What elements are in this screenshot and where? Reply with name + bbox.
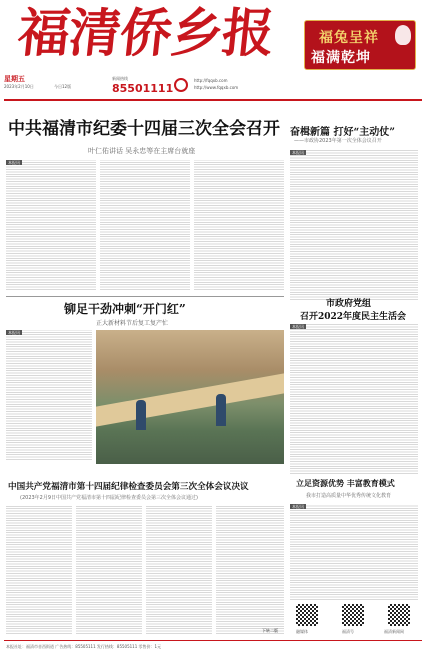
hotline-label: 新闻热线 <box>112 76 128 81</box>
sidebar-top-body <box>290 150 418 300</box>
qr-label-1: 融媒体 <box>296 629 308 634</box>
sidebar-low-subhead: 我市打造高质量中华优秀传统文化教育 <box>306 493 392 499</box>
bottom-body-col4 <box>216 506 284 634</box>
date-line: 2023年2月10日 <box>4 84 34 89</box>
sidebar-mid-headline: 市政府党组 <box>326 299 372 309</box>
feature-headline: 铆足干劲冲刺“开门红” <box>64 302 186 316</box>
lead-body-col2 <box>100 160 190 290</box>
worker-figure-2 <box>216 394 226 426</box>
feature-body <box>6 330 92 460</box>
factory-photo <box>96 330 284 464</box>
rabbit-icon <box>395 25 411 45</box>
feature-subhead: 正大新材料节后复工复产忙 <box>96 320 169 327</box>
sidebar-low-body <box>290 504 418 600</box>
sidebar-top-section: 本报讯 <box>292 150 304 155</box>
lead-section: 本报讯 <box>8 160 20 165</box>
masthead-rule <box>4 99 422 101</box>
footer-rule <box>4 640 422 641</box>
masthead-title: 福清侨乡报 <box>14 3 277 64</box>
weekday-badge: 星期五 <box>4 75 25 83</box>
sidebar-low-headline: 立足资源优势 丰富教育模式 <box>296 478 395 488</box>
banner-top-text: 福兔呈祥 <box>319 30 379 46</box>
info-strip <box>4 74 422 98</box>
masthead <box>4 4 422 80</box>
lead-subhead: 叶仁佑讲话 吴永忠等在主席台就座 <box>88 147 196 155</box>
lead-body-col1 <box>6 160 96 290</box>
qr-label-3: 福清新闻网 <box>384 629 404 634</box>
qr-label-2: 福清号 <box>342 629 354 634</box>
sidebar-mid-body <box>290 324 418 474</box>
web-line-1: http://fqqxb.com <box>194 78 228 83</box>
sidebar-top-subhead: ——市政协2023年第一次全体会议召开 <box>294 138 382 144</box>
bottom-subhead: (2023年2月9日中国共产党福清市第十四届纪律检查委员会第三次全体会议通过) <box>20 495 198 501</box>
bottom-body-col2 <box>76 506 142 634</box>
conveyor-line <box>96 373 284 426</box>
sidebar-mid-headline-2: 召开2022年度民主生活会 <box>300 312 407 322</box>
lead-body-col3 <box>194 160 284 290</box>
banner-bottom-text: 福满乾坤 <box>311 50 371 66</box>
newspaper-logo-icon <box>174 78 188 92</box>
sidebar-low-section: 本报讯 <box>292 504 304 509</box>
lead-headline: 中共福清市纪委十四届三次全会召开 <box>8 119 280 139</box>
qr-code-1[interactable] <box>296 604 318 626</box>
qr-code-3[interactable] <box>388 604 410 626</box>
bottom-headline: 中国共产党福清市第十四届纪律检查委员会第三次全体会议决议 <box>8 482 249 492</box>
qr-code-2[interactable] <box>342 604 364 626</box>
web-line-2: http://www.fqqxb.com <box>194 85 239 90</box>
qr-area <box>292 604 418 638</box>
sidebar-mid-section: 本报讯 <box>292 324 304 329</box>
sidebar-top-headline: 奋楫新篇 打好“主动仗” <box>290 127 395 138</box>
holiday-banner <box>304 20 416 70</box>
hotline-number: 85501111 <box>112 82 174 95</box>
bottom-body-col1 <box>6 506 72 634</box>
continued-note: 下转二版 <box>262 628 278 633</box>
footer-text: 本报社址：福清市音西街道 广告热线：85505111 发行热线：85505111 零售价：1元 <box>6 644 162 649</box>
bottom-body-col3 <box>146 506 212 634</box>
feature-section: 本报讯 <box>8 330 20 335</box>
worker-figure <box>136 400 146 430</box>
issue-line: 今日12版 <box>54 84 72 89</box>
divider-1 <box>6 296 284 297</box>
